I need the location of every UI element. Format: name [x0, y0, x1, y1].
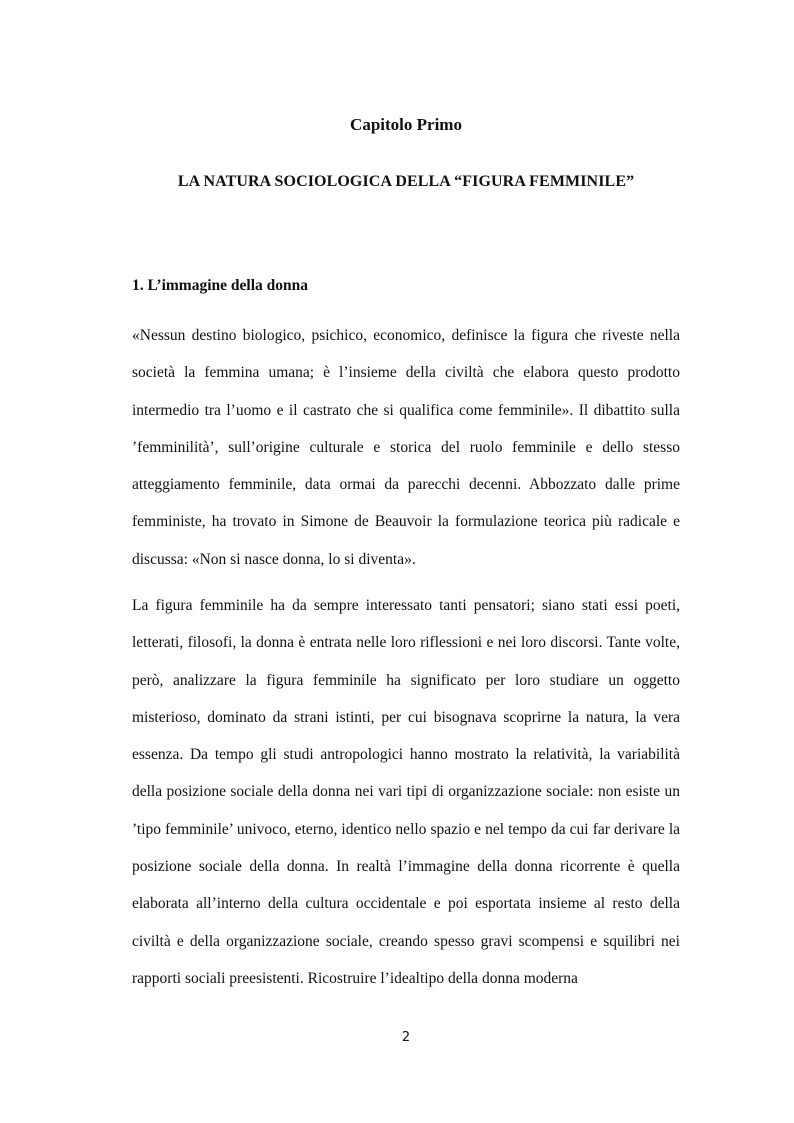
chapter-label: Capitolo Primo	[350, 115, 462, 134]
section-heading: 1. L’immagine della donna	[132, 277, 308, 294]
page-number: 2	[401, 1030, 411, 1045]
paragraph-2: La figura femminile ha da sempre interessato tanti pensatori; siano stati essi poeti, letterati, filosofi, la donna è entrata nelle loro riflessioni e nei loro discorsi. Tante volte, però, analizzare la figura femminile ha significato per loro studiare un oggetto misterioso, dominato da strani istinti, per cui bisognava scoprirne la natura, la vera essenza. Da tempo gli studi antropologici hanno mostrato la relatività, la variabilità della posizione sociale della donna nei vari tipi di organizzazione sociale: non esiste un ’tipo femminile’ univoco, eterno, identico nello spazio e nel tempo da cui far derivare la posizione sociale della donna. In realtà l’immagine della donna ricorrente è quella elaborata all’interno della cultura occidentale e poi esportata insieme al resto della civiltà e della organizzazione sociale, creando spesso gravi scompensi e squilibri nei rapporti sociali preesistenti. Ricostruire l’idealtipo della donna moderna	[132, 597, 680, 987]
paragraph-1: «Nessun destino biologico, psichico, economico, definisce la figura che riveste nella società la femmina umana; è l’insieme della civiltà che elabora questo prodotto intermedio tra l’uomo e il castrato che si qualifica come femminile». Il dibattito sulla ’femminilità’, sull’origine culturale e storica del ruolo femminile e dello stesso atteggiamento femminile, data ormai da parecchi decenni. Abbozzato dalle prime femministe, ha trovato in Simone de Beauvoir la formulazione teorica più radicale e discussa: «Non si nasce donna, lo si diventa».	[132, 327, 680, 568]
chapter-title: LA NATURA SOCIOLOGICA DELLA “FIGURA FEMMINILE”	[177, 173, 635, 190]
